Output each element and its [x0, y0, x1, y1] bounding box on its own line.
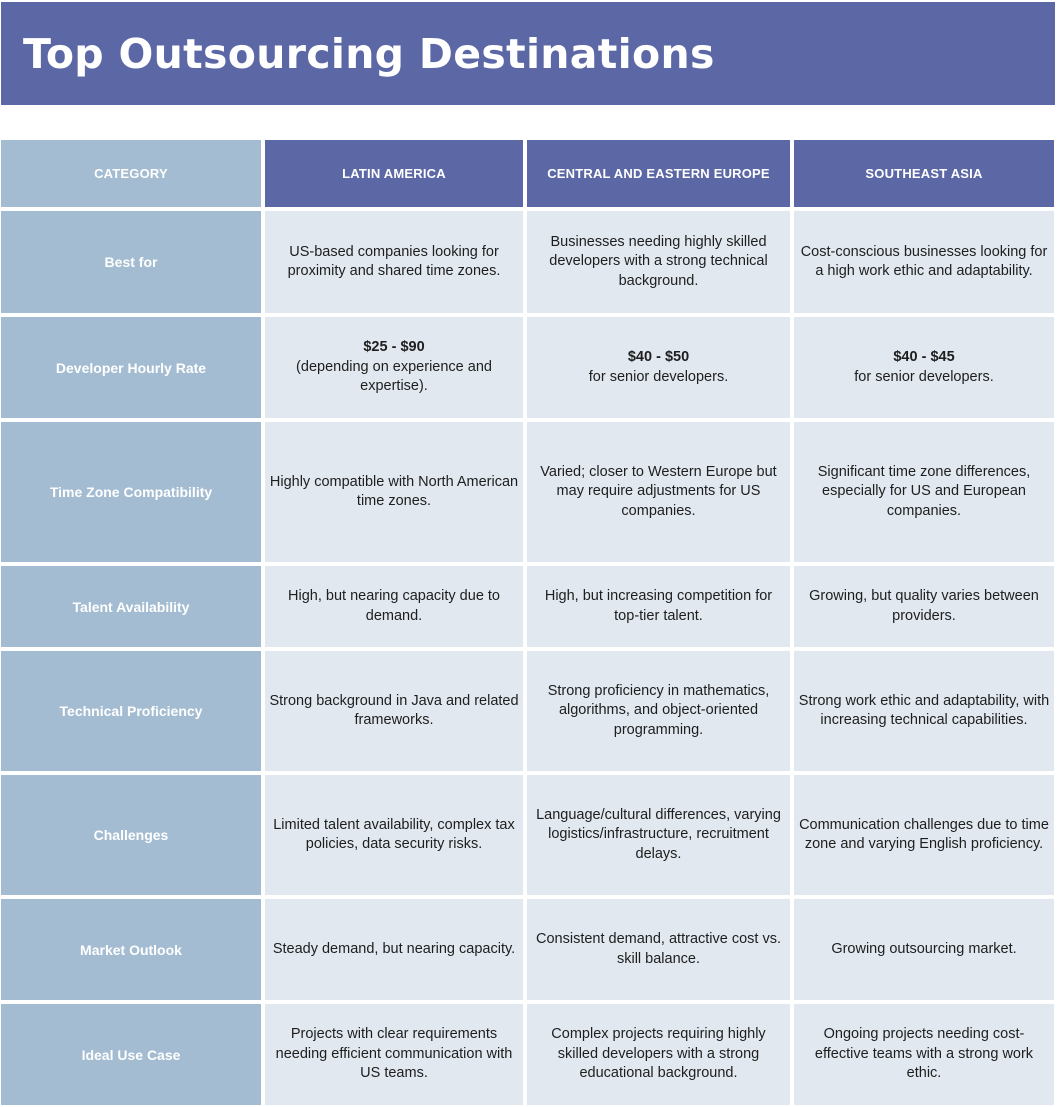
rate-note-latam: (depending on experience and expertise). [296, 358, 492, 395]
header-category: CATEGORY [1, 140, 261, 207]
cell-best-for-latam: US-based companies looking for proximity and shared time zones. [265, 211, 523, 313]
cell-market-sea: Growing outsourcing market. [794, 899, 1054, 1000]
cell-talent-latam: High, but nearing capacity due to demand. [265, 566, 523, 647]
cell-best-for-sea: Cost-conscious businesses looking for a high work ethic and adaptability. [794, 211, 1054, 313]
row-label-developer-hourly-rate: Developer Hourly Rate [1, 317, 261, 418]
cell-talent-cee: High, but increasing competition for top-tier talent. [527, 566, 790, 647]
rate-value-latam: $25 - $90 [363, 339, 425, 356]
row-label-challenges: Challenges [1, 775, 261, 895]
comparison-table [1, 140, 1055, 1105]
cell-use-case-cee: Complex projects requiring highly skilled developers with a strong educational background. [527, 1004, 790, 1105]
row-label-technical-proficiency: Technical Proficiency [1, 651, 261, 771]
rate-note-cee: for senior developers. [588, 368, 729, 385]
row-label-market-outlook: Market Outlook [1, 899, 261, 1000]
title-banner [1, 2, 1055, 105]
cell-best-for-cee: Businesses needing highly skilled developers with a strong technical background. [527, 211, 790, 313]
cell-use-case-sea: Ongoing projects needing cost-effective teams with a strong work ethic. [794, 1004, 1054, 1105]
page-title: Top Outsourcing Destinations [23, 29, 715, 78]
header-central-eastern-europe: CENTRAL AND EASTERN EUROPE [527, 140, 790, 207]
cell-challenges-cee: Language/cultural differences, varying logistics/infrastructure, recruitment delays. [527, 775, 790, 895]
cell-time-zone-cee: Varied; closer to Western Europe but may require adjustments for US companies. [527, 422, 790, 562]
cell-technical-sea: Strong work ethic and adaptability, with increasing technical capabilities. [794, 651, 1054, 771]
header-southeast-asia: SOUTHEAST ASIA [794, 140, 1054, 207]
cell-talent-sea: Growing, but quality varies between providers. [794, 566, 1054, 647]
cell-technical-cee: Strong proficiency in mathematics, algorithms, and object-oriented programming. [527, 651, 790, 771]
cell-use-case-latam: Projects with clear requirements needing efficient communication with US teams. [265, 1004, 523, 1105]
rate-value-sea: $40 - $45 [893, 349, 955, 365]
row-label-time-zone-compatibility: Time Zone Compatibility [1, 422, 261, 562]
cell-technical-latam: Strong background in Java and related frameworks. [265, 651, 523, 771]
cell-rate-cee [527, 317, 790, 418]
cell-rate-latam [265, 317, 523, 418]
rate-value-cee: $40 - $50 [627, 349, 690, 365]
row-label-ideal-use-case: Ideal Use Case [1, 1004, 261, 1105]
cell-challenges-latam: Limited talent availability, complex tax policies, data security risks. [265, 775, 523, 895]
header-latin-america: LATIN AMERICA [265, 140, 523, 207]
cell-rate-sea [794, 317, 1054, 418]
cell-challenges-sea: Communication challenges due to time zone and varying English proficiency. [794, 775, 1054, 895]
cell-market-latam: Steady demand, but nearing capacity. [265, 899, 523, 1000]
cell-time-zone-sea: Significant time zone differences, especially for US and European companies. [794, 422, 1054, 562]
cell-time-zone-latam: Highly compatible with North American time zones. [265, 422, 523, 562]
row-label-best-for: Best for [1, 211, 261, 313]
rate-note-sea: for senior developers. [854, 368, 994, 385]
row-label-talent-availability: Talent Availability [1, 566, 261, 647]
cell-market-cee: Consistent demand, attractive cost vs. skill balance. [527, 899, 790, 1000]
